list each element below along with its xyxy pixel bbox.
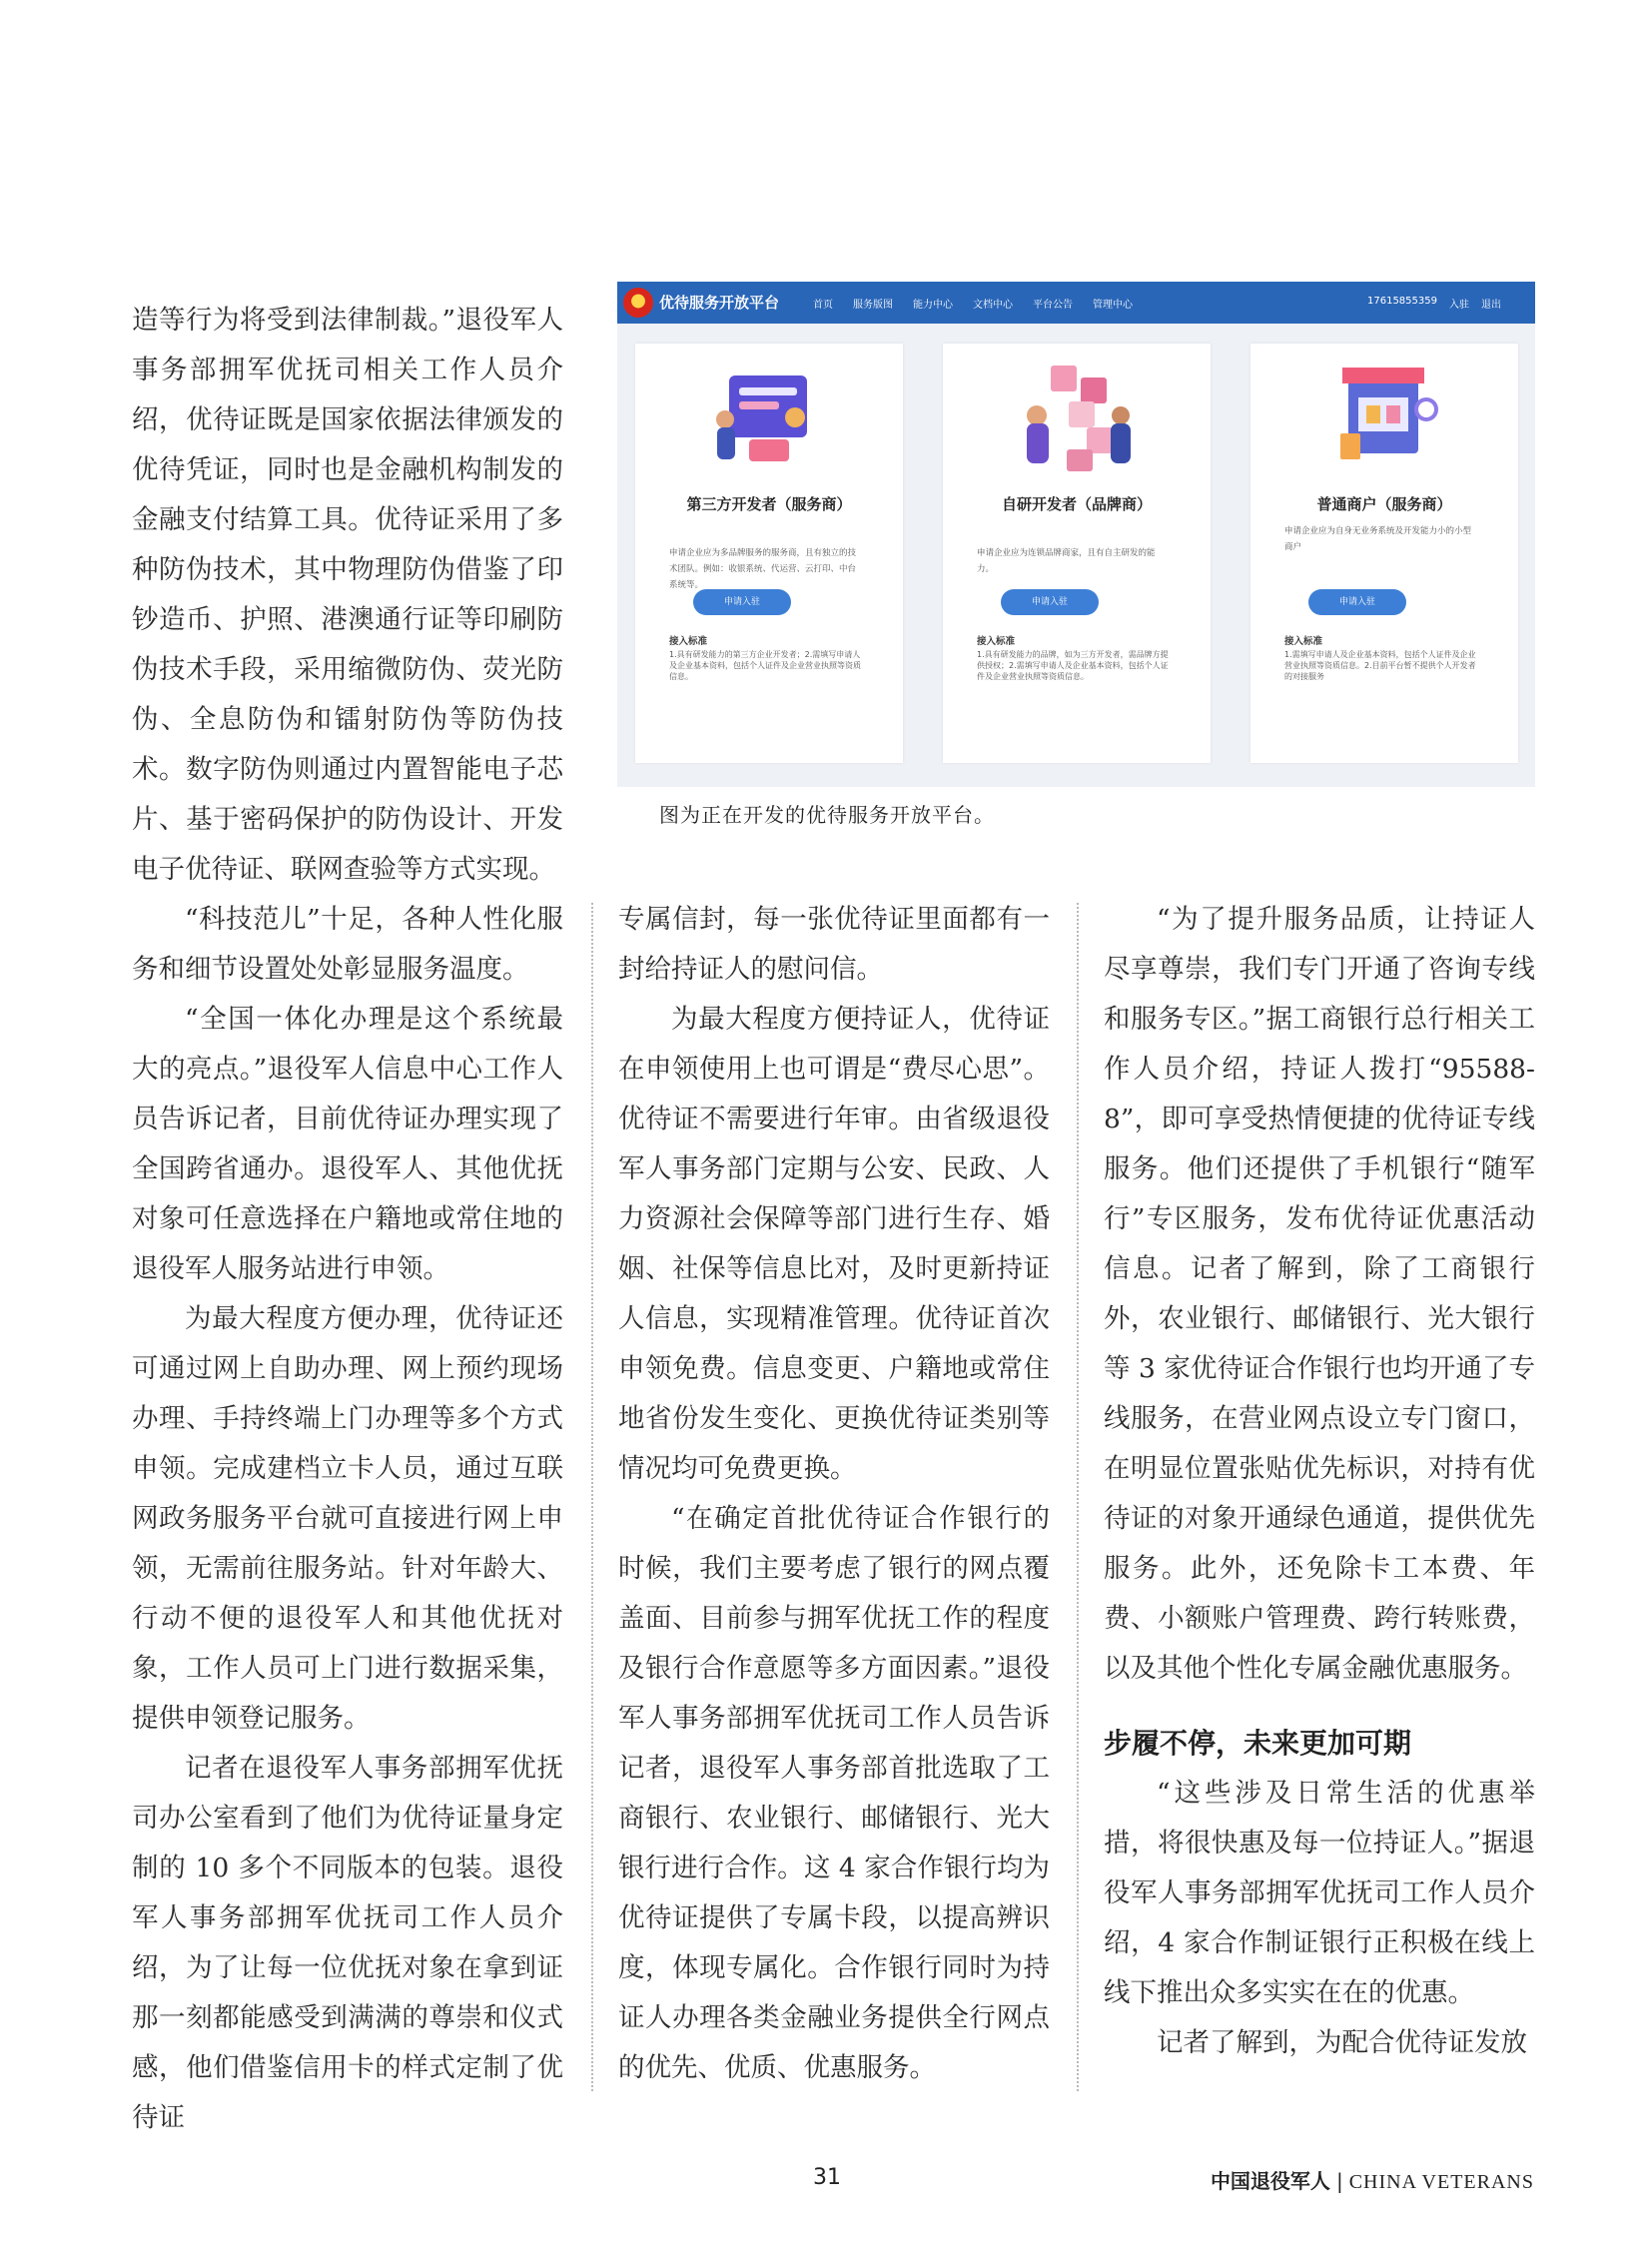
brand-chinese: 中国退役军人 bbox=[1210, 2169, 1330, 2193]
article-column-right bbox=[1104, 895, 1535, 2068]
menu-item-home: 首页 bbox=[813, 300, 833, 311]
paragraph: 专属信封，每一张优待证里面都有一封给持证人的慰问信。 bbox=[618, 904, 1050, 985]
standard-title: 接入标准 bbox=[1284, 636, 1323, 647]
paragraph: “为了提升服务品质，让持证人尽享尊崇，我们专门开通了咨询专线和服务专区。”据工商银行总行相关工作人员介绍，持证人拨打“95588-8”，即可享受热情便捷的优待证专线服务。他们还提供了手机银行“随军行”专区服务，发布优待证优惠活动信息。记者了解到，除了工商银行外，农业银行、邮储银行、光大银行等 3 家优待证合作银行也均开通了专线服务，在营业网点设立专门窗口，在明显位置张贴优先标识，对持有优待证的对象开通绿色通道，提供优先服务。此外，还免除卡工本费、年费、小额账户管理费、跨行转账费，以及其他个性化专属金融优惠服务。 bbox=[1104, 904, 1535, 1684]
platform-nav-bar bbox=[617, 282, 1535, 324]
magazine-brand bbox=[1211, 2165, 1534, 2194]
paragraph: 为最大程度方便持证人，优待证在申领使用上也可谓是“费尽心思”。优待证不需要进行年审。由省级退役军人事务部门定期与公安、民政、人力资源社会保障等部门进行生存、婚姻、社保等信息比对，及时更新持证人信息，实现精准管理。优待证首次申领免费。信息变更、户籍地或常住地省份发生变化、更换优待证类别等情况均可免费更换。 bbox=[618, 1004, 1050, 1484]
apply-button: 申请入驻 bbox=[1001, 589, 1099, 615]
platform-screenshot bbox=[617, 282, 1535, 787]
menu-item-admin: 管理中心 bbox=[1093, 300, 1133, 311]
section-heading: 步履不停，未来更加可期 bbox=[1104, 1727, 1412, 1760]
merchant-card bbox=[1250, 344, 1518, 763]
storefront-illustration-icon bbox=[1314, 358, 1454, 477]
national-emblem-icon bbox=[623, 288, 653, 318]
developer-illustration-icon bbox=[699, 358, 839, 477]
menu-item-notice: 平台公告 bbox=[1033, 300, 1073, 311]
menu-item-docs: 文档中心 bbox=[973, 300, 1013, 311]
standard-title: 接入标准 bbox=[669, 636, 708, 647]
brand-english: CHINA VETERANS bbox=[1348, 2171, 1534, 2193]
card-description: 申请企业应为连锁品牌商家，且有自主研发的能力。 bbox=[977, 548, 1156, 574]
user-link-logout: 退出 bbox=[1481, 300, 1501, 311]
user-link-register: 入驻 bbox=[1449, 300, 1469, 311]
page-number: 31 bbox=[813, 2165, 841, 2190]
platform-menu bbox=[813, 296, 1133, 311]
standard-text: 1.需填写申请人及企业基本资料，包括个人证件及企业营业执照等资质信息。2.目前平台暂不提供个人开发者的对接服务 bbox=[1284, 650, 1476, 681]
paragraph: 造等行为将受到法律制裁。”退役军人事务部拥军优抚司相关工作人员介绍，优待证既是国家依据法律颁发的优待凭证，同时也是金融机构制发的金融支付结算工具。优待证采用了多种防伪技术，其中物理防伪借鉴了印钞造币、护照、港澳通行证等印刷防伪技术手段，采用缩微防伪、荧光防伪、全息防伪和镭射防伪等防伪技术。数字防伪则通过内置智能电子芯片、基于密码保护的防伪设计、开发电子优待证、联网查验等方式实现。 bbox=[132, 305, 563, 885]
card-description: 申请企业应为自身无业务系统及开发能力小的小型商户 bbox=[1284, 526, 1472, 552]
paragraph: “这些涉及日常生活的优惠举措，将很快惠及每一位持证人。”据退役军人事务部拥军优抚司工作人员介绍，4 家合作制证银行正积极在线上线下推出众多实实在在的优惠。 bbox=[1104, 1778, 1535, 2008]
standard-text: 1.具有研发能力的第三方企业开发者；2.需填写申请人及企业基本资料，包括个人证件及企业营业执照等资质信息。 bbox=[669, 650, 861, 681]
platform-brand: 优待服务开放平台 bbox=[659, 294, 780, 312]
paragraph: 为最大程度方便办理，优待证还可通过网上自助办理、网上预约现场办理、手持终端上门办理等多个方式申领。完成建档立卡人员，通过互联网政务服务平台就可直接进行网上申领，无需前往服务站。针对年龄大、行动不便的退役军人和其他优抚对象，工作人员可上门进行数据采集，提供申领登记服务。 bbox=[132, 1303, 563, 1734]
paragraph: 记者在退役军人事务部拥军优抚司办公室看到了他们为优待证量身定制的 10 多个不同版本的包装。退役军人事务部拥军优抚司工作人员介绍，为了让每一位优抚对象在拿到证那一刻都能感受到满满的尊崇和仪式感，他们借鉴信用卡的样式定制了优待证 bbox=[132, 1753, 563, 2133]
apply-button: 申请入驻 bbox=[693, 589, 791, 615]
brand-blocks-illustration-icon bbox=[1007, 358, 1147, 477]
card-title: 普通商户（服务商） bbox=[1316, 495, 1452, 513]
menu-item-capability: 能力中心 bbox=[913, 300, 953, 311]
brand-separator: | bbox=[1335, 2169, 1343, 2193]
user-phone: 17615855359 bbox=[1367, 296, 1437, 307]
standard-title: 接入标准 bbox=[977, 636, 1016, 647]
figure-caption: 图为正在开发的优待服务开放平台。 bbox=[659, 803, 995, 827]
apply-button: 申请入驻 bbox=[1308, 589, 1406, 615]
paragraph: “在确定首批优待证合作银行的时候，我们主要考虑了银行的网点覆盖面、目前参与拥军优抚工作的程度及银行合作意愿等多方面因素。”退役军人事务部拥军优抚司工作人员告诉记者，退役军人事务部首批选取了工商银行、农业银行、邮储银行、光大银行进行合作。这 4 家合作银行均为优待证提供了专属卡段，以提高辨识度，体现专属化。合作银行同时为持证人办理各类金融业务提供全行网点的优先、优质、优惠服务。 bbox=[618, 1503, 1050, 2083]
article-column-left bbox=[132, 296, 563, 2143]
card-description: 申请企业应为多品牌服务的服务商，且有独立的技术团队。例如：收银系统、代运营、云打印、中台系统等。 bbox=[669, 548, 857, 590]
paragraph: 记者了解到，为配合优待证发放 bbox=[1157, 2027, 1527, 2058]
platform-user-area bbox=[1367, 296, 1501, 311]
card-title: 第三方开发者（服务商） bbox=[686, 495, 852, 513]
developer-card-third-party bbox=[635, 344, 903, 763]
paragraph: “全国一体化办理是这个系统最大的亮点。”退役军人信息中心工作人员告诉记者，目前优待证办理实现了全国跨省通办。退役军人、其他优抚对象可任意选择在户籍地或常住地的退役军人服务站进行申领。 bbox=[132, 1004, 563, 1284]
developer-card-self-brand bbox=[943, 344, 1211, 763]
paragraph: “科技范儿”十足，各种人性化服务和细节设置处处彰显服务温度。 bbox=[132, 904, 563, 985]
menu-item-service-map: 服务版图 bbox=[853, 300, 893, 311]
column-divider bbox=[1077, 903, 1079, 2091]
standard-text: 1.具有研发能力的品牌，如为三方开发者，需品牌方提供授权；2.需填写申请人及企业基本资料，包括个人证件及企业营业执照等资质信息。 bbox=[977, 650, 1169, 681]
column-divider bbox=[591, 903, 593, 2091]
article-column-middle bbox=[618, 895, 1050, 2093]
card-title: 自研开发者（品牌商） bbox=[1001, 495, 1152, 513]
